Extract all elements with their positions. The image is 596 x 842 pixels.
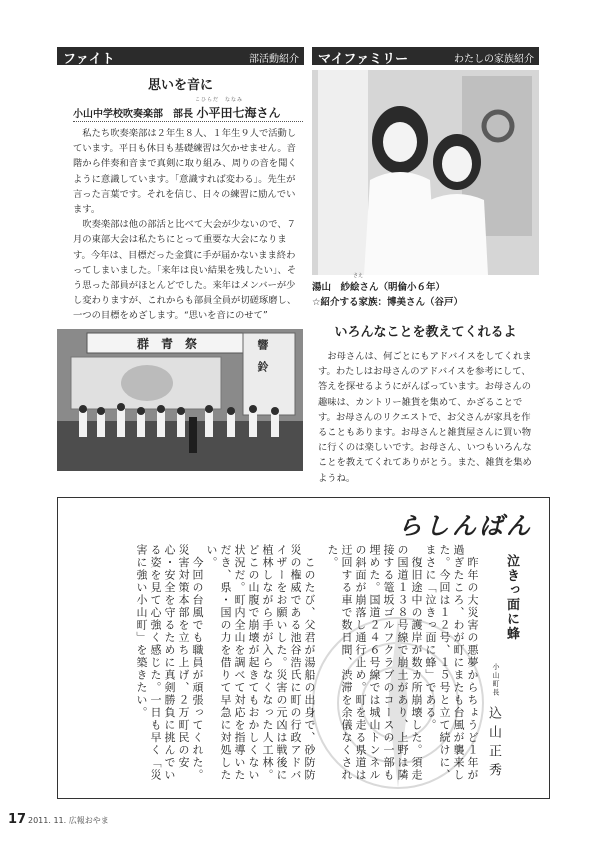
page-number: 17 xyxy=(8,812,27,827)
author-role: 小山町長 xyxy=(492,663,500,697)
family-paragraph: お母さんは、何ごとにもアドバイスをしてくれます。わたしはお母さんのアドバイスを参考にして、答えを探せるようにがんばっています。お母さんの趣味は、カントリー雑貨を集めて、かざることです。お母さんのリクエストで、お父さんが家具を作ることもあります。お母さんと雑貨屋さんに買い物に行くのは楽しいです。お母さん、いつもいろんなことを教えてくれてありがとう。また、雑貨を集めようね。 xyxy=(318,351,532,484)
byline-org: 小山中学校吹奏楽部 部長 xyxy=(73,109,193,120)
column-paragraph: 昨年の大災害の悪夢からちょうど１年が過ぎたころ、わが町にまたも台風が襲来した。今回は１２号、１５号と立て続けに、まさに「泣きっ面に蜂」である。 xyxy=(424,544,479,782)
family-caption-member: ☆紹介する家族：博美さん（谷戸） xyxy=(312,297,464,308)
issue-info: 2011. 11. 広報おやま xyxy=(28,816,109,825)
fight-paragraph: 吹奏楽部は他の部活と比べて大会が少ないので、７月の東部大会は私たちにとって重要な大会になります。今年は、目標だった金賞に手が届かないまま終わってしまいました。「来年は良い結果を残したい」、そう思った部員がほとんどでした。来年はメンバーが少し変わりますが、これからも部員全員が切磋琢磨し、一つの目標をめざします。“思いを音にのせて” xyxy=(73,219,297,322)
band-photo xyxy=(57,329,303,471)
caption-ruby: さえ xyxy=(353,273,364,279)
fight-section-header xyxy=(57,47,304,65)
family-caption-name xyxy=(312,279,445,293)
author-name: 込山正秀 xyxy=(486,706,501,782)
column-logo: らしんばん xyxy=(398,511,533,540)
column-paragraph: 復旧途中の護岸が数カ所崩壊した。須走の国道１３８号線で崩土があり、上野は隣接する篭坂ゴルフクラブのコースの一部も埋めた。国道２４６号線では城山トンネルの斜面が崩落し通行止め。町を走る県道は迂回する車で数日間、渋滞を余儀なくされた。 xyxy=(326,544,423,782)
column-body-1 xyxy=(326,544,479,788)
page-footer xyxy=(0,808,596,842)
column-body-2 xyxy=(66,544,316,788)
fight-byline xyxy=(73,104,303,121)
byline-ruby: こひらだ ななみ xyxy=(195,97,244,103)
column-title: 泣きっ面に蜂 xyxy=(504,554,519,641)
family-article-title: いろんなことを教えてくれるよ xyxy=(334,325,517,340)
fight-body xyxy=(73,126,303,324)
band-photo-banner: 群 青 祭 xyxy=(137,337,198,351)
band-photo-sidebanner: 響 鈴 xyxy=(256,339,269,372)
family-body xyxy=(318,349,539,486)
column-paragraph: 今回の台風でも職員が頑張ってくれた。災害対策本部を立ち上げ、２万町民の安心・安全を守るために真剣勝負に挑んでいる姿を見て心強く感じた。一日も早く「災害に強い小山町」を築きたい。 xyxy=(135,544,204,782)
byline-name: 小平田七海さん xyxy=(196,106,281,120)
fight-section-title: ファイト xyxy=(63,52,115,67)
fight-article-title: 思いを音に xyxy=(147,78,213,93)
fight-section-subtitle: 部活動紹介 xyxy=(249,54,299,65)
family-section-header xyxy=(312,47,539,65)
column-box xyxy=(57,497,550,799)
column-paragraph: このたび、父君が湯船の出身で、砂防防災の権威である池谷浩氏に町の行政アドバイザーをお願いした。災害の元凶は戦後に植林しながら手が入らなくなった人工林。どこの山腹で崩壊が起きてもおかしくない状況だ。町内全山を調べて対応を指導いただき、県・国の力を借りて早急に対処したい。 xyxy=(205,544,316,782)
fight-paragraph: 私たち吹奏楽部は２年生８人、１年生９人で活動しています。平日も休日も基礎練習は欠かせません。音階から伴奏和音まで真剣に取り組み、周りの音を聞くように意識しています。「意識すれば変わる」。先生が言った言葉です。それを信じ、日々の練習に励んでいます。 xyxy=(73,128,297,216)
caption-name: 湯山 紗絵さん（明倫小６年） xyxy=(312,282,446,293)
family-section-subtitle: わたしの家族紹介 xyxy=(454,54,534,65)
family-photo xyxy=(312,70,539,275)
family-photo-drawing xyxy=(312,70,539,275)
byline-rule xyxy=(73,121,303,122)
family-section-title: マイファミリー xyxy=(318,52,409,67)
